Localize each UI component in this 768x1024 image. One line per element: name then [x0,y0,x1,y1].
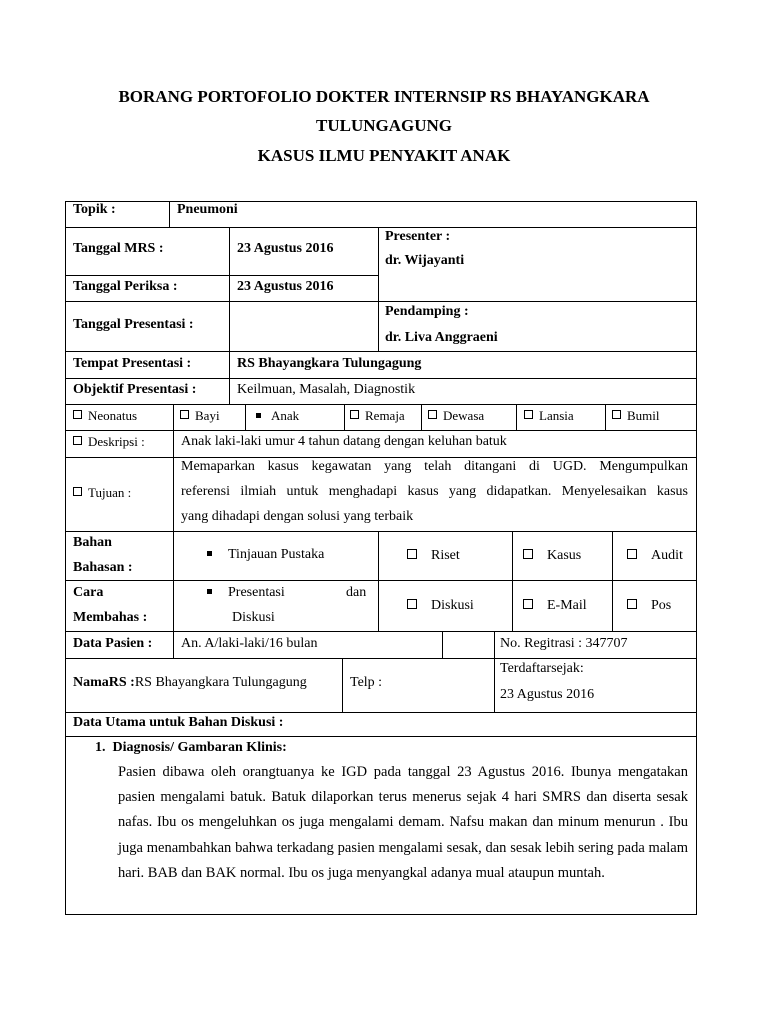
cara-dan: dan [346,585,367,600]
checkbox-icon [180,410,189,419]
tujuan-label: Tujuan : [73,483,131,503]
presenter-value: dr. Wijayanti [385,253,465,268]
cara-presentasi[interactable]: Presentasi [207,583,285,603]
checkbox-icon [73,436,82,445]
checkbox-icon [523,549,533,559]
checkbox-icon [428,410,437,419]
checkbox-icon [523,599,533,609]
tanggal-mrs-value: 23 Agustus 2016 [237,241,334,256]
category-dewasa[interactable]: Dewasa [428,406,484,426]
cara-pos[interactable]: Pos [627,596,671,616]
form-title-line-2: TULUNGAGUNG [315,116,452,135]
checkbox-icon [407,599,417,609]
category-lansia[interactable]: Lansia [524,406,574,426]
namars: NamaRS :RS Bhayangkara Tulungagung [73,675,307,690]
bahan-audit[interactable]: Audit [627,546,683,566]
bahan-tinjauan-pustaka[interactable]: Tinjauan Pustaka [207,545,324,565]
checkbox-icon [350,410,359,419]
category-bayi[interactable]: Bayi [180,406,220,426]
bahan-label-1: Bahan [73,535,112,550]
checkbox-icon [524,410,533,419]
bullet-icon [207,589,212,594]
topik-value: Pneumoni [177,202,238,217]
tujuan-line-3: yang dihadapi dengan solusi yang terbaik [181,509,414,524]
tanggal-mrs-label: Tanggal MRS : [73,241,164,256]
cara-label-2: Membahas : [73,610,148,625]
category-anak[interactable]: Anak [256,406,299,426]
checkbox-icon [73,410,82,419]
telp-label: Telp : [350,675,383,690]
deskripsi-value: Anak laki-laki umur 4 tahun datang dengan keluhan batuk [181,434,507,449]
form-title-line-1: BORANG PORTOFOLIO DOKTER INTERNSIP RS BHAYANGKARA [118,87,650,106]
bahan-riset[interactable]: Riset [407,546,460,566]
bahan-label-2: Bahasan : [73,560,133,575]
diagnosis-text: Pasien dibawa oleh orangtuanya ke IGD pada tanggal 23 Agustus 2016. Ibunya mengatakan pasien mengalami batuk. Batuk dilaporkan terus menerus sejak 4 hari SMRS dan diserta sesak nafas. Ibu os mengeluhkan os juga mengalami demam. Nafsu makan dan minum menurun . Ibu juga menambahkan bahwa terkadang pasien mengalami sesak, dan sesak lebih sering pada malam hari. BAB dan BAK normal. Ibu os juga menyangkal adanya mual ataupun muntah. [118,764,688,881]
objektif-presentasi-value: Keilmuan, Masalah, Diagnostik [237,382,416,397]
cara-diskusi[interactable]: Diskusi [407,596,474,616]
topik-label: Topik : [73,202,116,217]
bullet-icon [256,413,261,418]
tempat-presentasi-label: Tempat Presentasi : [73,356,192,371]
cara-email[interactable]: E-Mail [523,596,587,616]
checkbox-icon [627,549,637,559]
category-bumil[interactable]: Bumil [612,406,660,426]
cara-diskusi-continued: Diskusi [232,610,275,625]
terdaftar-value: 23 Agustus 2016 [500,687,595,702]
bullet-icon [207,551,212,556]
pendamping-value: dr. Liva Anggraeni [385,330,498,345]
data-utama-label: Data Utama untuk Bahan Diskusi : [73,715,284,730]
tanggal-presentasi-label: Tanggal Presentasi : [73,317,194,332]
no-registrasi: No. Regitrasi : 347707 [500,636,628,651]
data-pasien-label: Data Pasien : [73,636,153,651]
checkbox-icon [627,599,637,609]
bahan-kasus[interactable]: Kasus [523,546,581,566]
checkbox-icon [407,549,417,559]
tanggal-periksa-value: 23 Agustus 2016 [237,279,334,294]
cara-label-1: Cara [73,585,104,600]
diagnosis-heading: 1. Diagnosis/ Gambaran Klinis: [95,740,287,755]
deskripsi-label: Deskripsi : [73,432,145,452]
category-neonatus[interactable]: Neonatus [73,406,137,426]
category-remaja[interactable]: Remaja [350,406,405,426]
checkbox-icon [73,487,82,496]
presenter-label: Presenter : [385,229,451,244]
pendamping-label: Pendamping : [385,304,469,319]
tujuan-line-1: Memaparkan kasus kegawatan yang telah ditangani di UGD. Mengumpulkan [181,459,688,474]
checkbox-icon [612,410,621,419]
tujuan-line-2: referensi ilmiah untuk menghadapi kasus yang didapatkan. Menyelesaikan kasus [181,484,688,499]
tempat-presentasi-value: RS Bhayangkara Tulungagung [237,356,422,371]
terdaftar-label: Terdaftarsejak: [500,661,584,676]
objektif-presentasi-label: Objektif Presentasi : [73,382,197,397]
form-title-line-3: KASUS ILMU PENYAKIT ANAK [257,146,511,165]
data-pasien-value: An. A/laki-laki/16 bulan [181,636,318,651]
tanggal-periksa-label: Tanggal Periksa : [73,279,178,294]
